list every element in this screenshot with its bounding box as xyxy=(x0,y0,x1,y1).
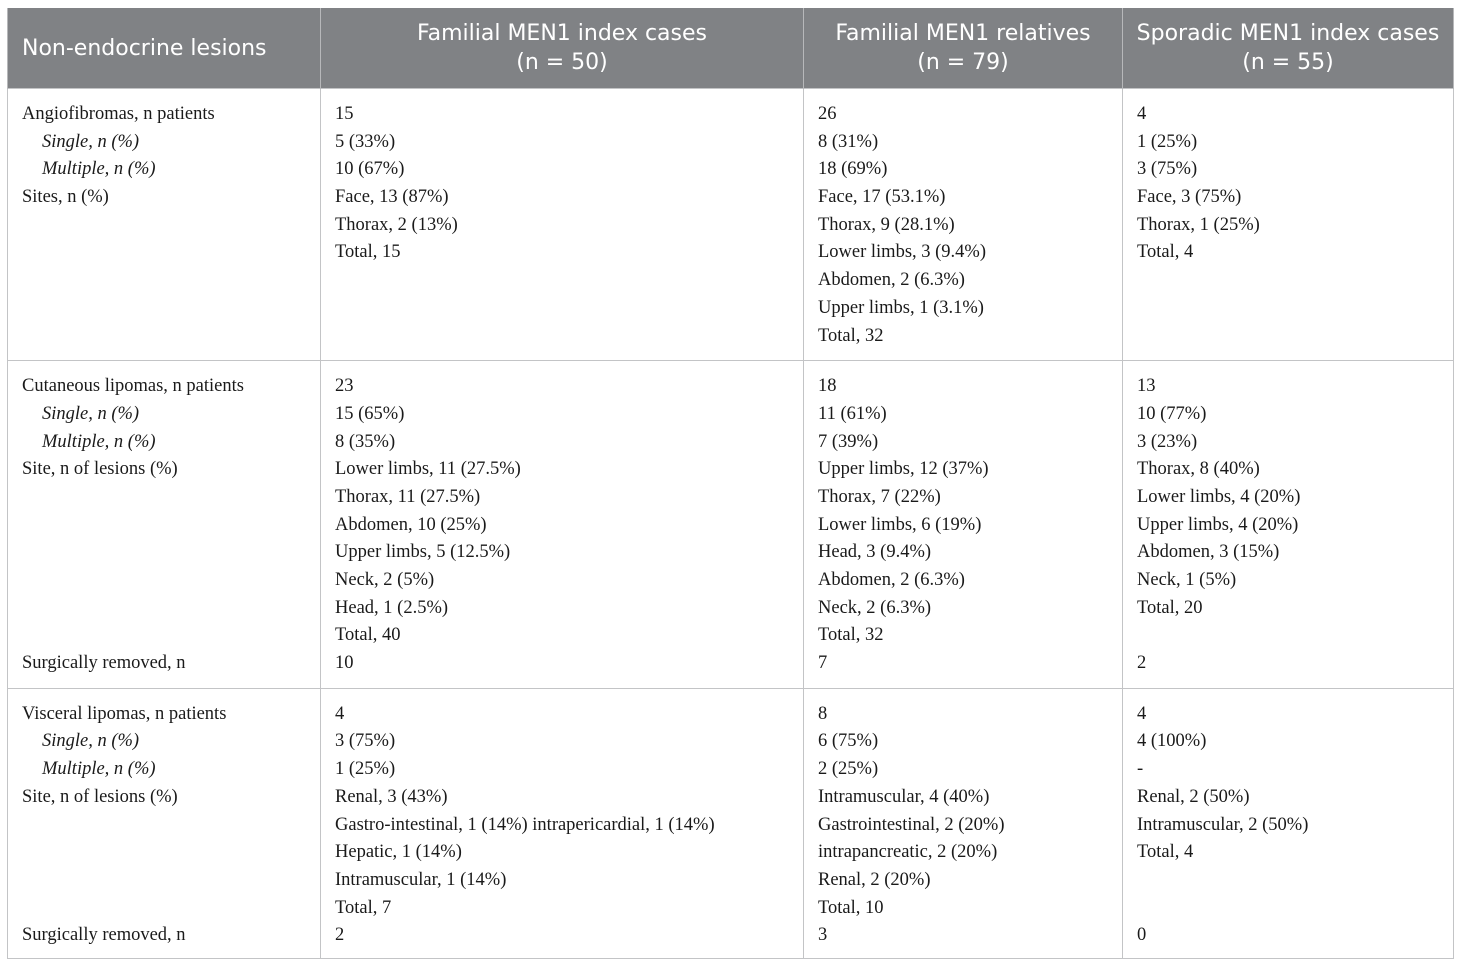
cell-line: Face, 17 (53.1%) xyxy=(818,187,946,208)
cell-line: 5 (33%) xyxy=(335,131,396,152)
cell-line: Thorax, 9 (28.1%) xyxy=(818,214,955,235)
cell-line: Neck, 2 (6.3%) xyxy=(818,597,932,618)
lesions-table xyxy=(7,8,1454,959)
sporadic-index-cell xyxy=(1123,361,1454,689)
cell-line: Sites, n (%) xyxy=(22,187,109,208)
cell-line: Thorax, 8 (40%) xyxy=(1137,459,1260,480)
cell-line: 4 xyxy=(1137,104,1147,124)
cell-line: 2 xyxy=(1137,653,1147,674)
cell-line: Intramuscular, 1 (14%) xyxy=(335,869,507,890)
cell-line: 3 (75%) xyxy=(1137,159,1198,180)
cell-line: 15 (65%) xyxy=(335,403,405,424)
spacer xyxy=(22,595,306,623)
cell-line: 3 xyxy=(818,925,828,946)
cell-line: 7 (39%) xyxy=(818,431,879,452)
cell-line: Abdomen, 3 (15%) xyxy=(1137,542,1280,563)
cell-line: Renal, 2 (50%) xyxy=(1137,786,1250,807)
cell-line: Gastro-intestinal, 1 (14%) intrapericardial, 1 (14%) xyxy=(335,814,715,835)
cell-line: Gastrointestinal, 2 (20%) xyxy=(818,814,1005,835)
cell-line: Abdomen, 10 (25%) xyxy=(335,514,487,535)
familial-relatives-cell xyxy=(804,688,1123,958)
cell-line: 8 xyxy=(818,703,828,724)
familial-index-cell xyxy=(321,89,804,361)
cell-line: Lower limbs, 3 (9.4%) xyxy=(818,242,987,263)
spacer xyxy=(22,895,306,923)
cell-line: 3 (23%) xyxy=(1137,431,1198,452)
cell-line: Single, n (%) xyxy=(42,403,140,424)
cell-line: Upper limbs, 4 (20%) xyxy=(1137,514,1299,535)
spacer xyxy=(22,839,306,867)
cell-line: Total, 15 xyxy=(335,242,401,263)
spacer xyxy=(1137,895,1439,923)
section-row-cutaneous-lipomas xyxy=(8,361,1454,689)
cell-line: 23 xyxy=(335,376,354,397)
spacer xyxy=(22,484,306,512)
cell-line: Intramuscular, 4 (40%) xyxy=(818,786,990,807)
cell-line: 10 (77%) xyxy=(1137,403,1207,424)
cell-line: Thorax, 7 (22%) xyxy=(818,486,941,507)
cell-line: Total, 32 xyxy=(818,625,884,646)
cell-line: 26 xyxy=(818,104,837,124)
cell-line: Total, 4 xyxy=(1137,242,1194,263)
familial-index-cell xyxy=(321,688,804,958)
cell-line: Intramuscular, 2 (50%) xyxy=(1137,814,1309,835)
cell-line: 18 xyxy=(818,376,837,397)
header-row xyxy=(8,8,1454,89)
cell-line: Total, 32 xyxy=(818,325,884,346)
spacer xyxy=(22,867,306,895)
cell-line: - xyxy=(1137,759,1144,780)
cell-line: Thorax, 11 (27.5%) xyxy=(335,486,481,507)
cell-line: 10 xyxy=(335,653,354,674)
cell-line: Thorax, 1 (25%) xyxy=(1137,214,1260,235)
table-body xyxy=(8,89,1454,959)
cell-line: 11 (61%) xyxy=(818,403,887,424)
cell-line: Visceral lipomas, n patients xyxy=(22,703,227,724)
cell-line: 0 xyxy=(1137,925,1147,946)
cell-line: Neck, 1 (5%) xyxy=(1137,570,1237,590)
cell-line: Multiple, n (%) xyxy=(42,759,156,780)
label-cell xyxy=(8,89,321,361)
spacer xyxy=(22,567,306,595)
cell-line: 2 xyxy=(335,925,345,946)
cell-line: Upper limbs, 1 (3.1%) xyxy=(818,297,984,318)
cell-line: Neck, 2 (5%) xyxy=(335,570,435,590)
cell-line: 4 (100%) xyxy=(1137,731,1207,752)
sporadic-index-cell xyxy=(1123,688,1454,958)
cell-line: Head, 1 (2.5%) xyxy=(335,597,449,618)
header-sporadic-index: Sporadic MEN1 index cases (n = 55) xyxy=(1123,8,1454,89)
cell-line: 13 xyxy=(1137,376,1156,397)
cell-line: 18 (69%) xyxy=(818,159,888,180)
cell-line: 10 (67%) xyxy=(335,159,405,180)
sporadic-index-cell xyxy=(1123,89,1454,361)
cell-line: 1 (25%) xyxy=(1137,131,1198,152)
header-lesions: Non-endocrine lesions xyxy=(8,8,321,89)
cell-line: Abdomen, 2 (6.3%) xyxy=(818,270,965,291)
section-row-angiofibromas xyxy=(8,89,1454,361)
cell-line: Upper limbs, 12 (37%) xyxy=(818,459,989,480)
cell-line: 8 (31%) xyxy=(818,131,879,152)
cell-line: 4 xyxy=(1137,703,1147,724)
cell-line: Multiple, n (%) xyxy=(42,159,156,180)
cell-line: Total, 7 xyxy=(335,897,392,918)
spacer xyxy=(22,622,306,650)
cell-line: Total, 20 xyxy=(1137,597,1203,618)
cell-line: Face, 13 (87%) xyxy=(335,187,449,208)
cell-line: 4 xyxy=(335,703,345,724)
cell-line: Lower limbs, 4 (20%) xyxy=(1137,486,1301,507)
cell-line: Surgically removed, n xyxy=(22,925,186,946)
header-familial-relatives: Familial MEN1 relatives (n = 79) xyxy=(804,8,1123,89)
cell-line: 6 (75%) xyxy=(818,731,879,752)
spacer xyxy=(22,539,306,567)
cell-line: Renal, 3 (43%) xyxy=(335,786,448,807)
cell-line: Head, 3 (9.4%) xyxy=(818,542,932,563)
spacer xyxy=(22,812,306,840)
cell-line: Upper limbs, 5 (12.5%) xyxy=(335,542,511,563)
cell-line: Thorax, 2 (13%) xyxy=(335,214,458,235)
cell-line: 7 xyxy=(818,653,828,674)
familial-relatives-cell xyxy=(804,89,1123,361)
cell-line: Face, 3 (75%) xyxy=(1137,187,1242,208)
cell-line: Single, n (%) xyxy=(42,731,140,752)
cell-line: Angiofibromas, n patients xyxy=(22,104,215,124)
cell-line: Abdomen, 2 (6.3%) xyxy=(818,570,965,590)
cell-line: 15 xyxy=(335,104,354,124)
cell-line: Total, 4 xyxy=(1137,842,1194,863)
label-cell xyxy=(8,688,321,958)
header-familial-index: Familial MEN1 index cases (n = 50) xyxy=(321,8,804,89)
cell-line: 2 (25%) xyxy=(818,759,879,780)
cell-line: Total, 10 xyxy=(818,897,884,918)
cell-line: Total, 40 xyxy=(335,625,401,646)
section-row-visceral-lipomas xyxy=(8,688,1454,958)
cell-line: Surgically removed, n xyxy=(22,653,186,674)
spacer xyxy=(22,512,306,540)
cell-line: Hepatic, 1 (14%) xyxy=(335,842,462,863)
cell-line: Cutaneous lipomas, n patients xyxy=(22,376,244,397)
cell-line: Lower limbs, 6 (19%) xyxy=(818,514,982,535)
cell-line: Lower limbs, 11 (27.5%) xyxy=(335,459,521,480)
cell-line: Renal, 2 (20%) xyxy=(818,869,931,890)
spacer xyxy=(1137,622,1439,650)
spacer xyxy=(1137,867,1439,895)
cell-line: intrapancreatic, 2 (20%) xyxy=(818,842,998,863)
cell-line: Single, n (%) xyxy=(42,131,140,152)
cell-line: Site, n of lesions (%) xyxy=(22,786,178,807)
familial-relatives-cell xyxy=(804,361,1123,689)
familial-index-cell xyxy=(321,361,804,689)
cell-line: 8 (35%) xyxy=(335,431,396,452)
cell-line: 3 (75%) xyxy=(335,731,396,752)
cell-line: Multiple, n (%) xyxy=(42,431,156,452)
cell-line: Site, n of lesions (%) xyxy=(22,459,178,480)
cell-line: 1 (25%) xyxy=(335,759,396,780)
label-cell xyxy=(8,361,321,689)
